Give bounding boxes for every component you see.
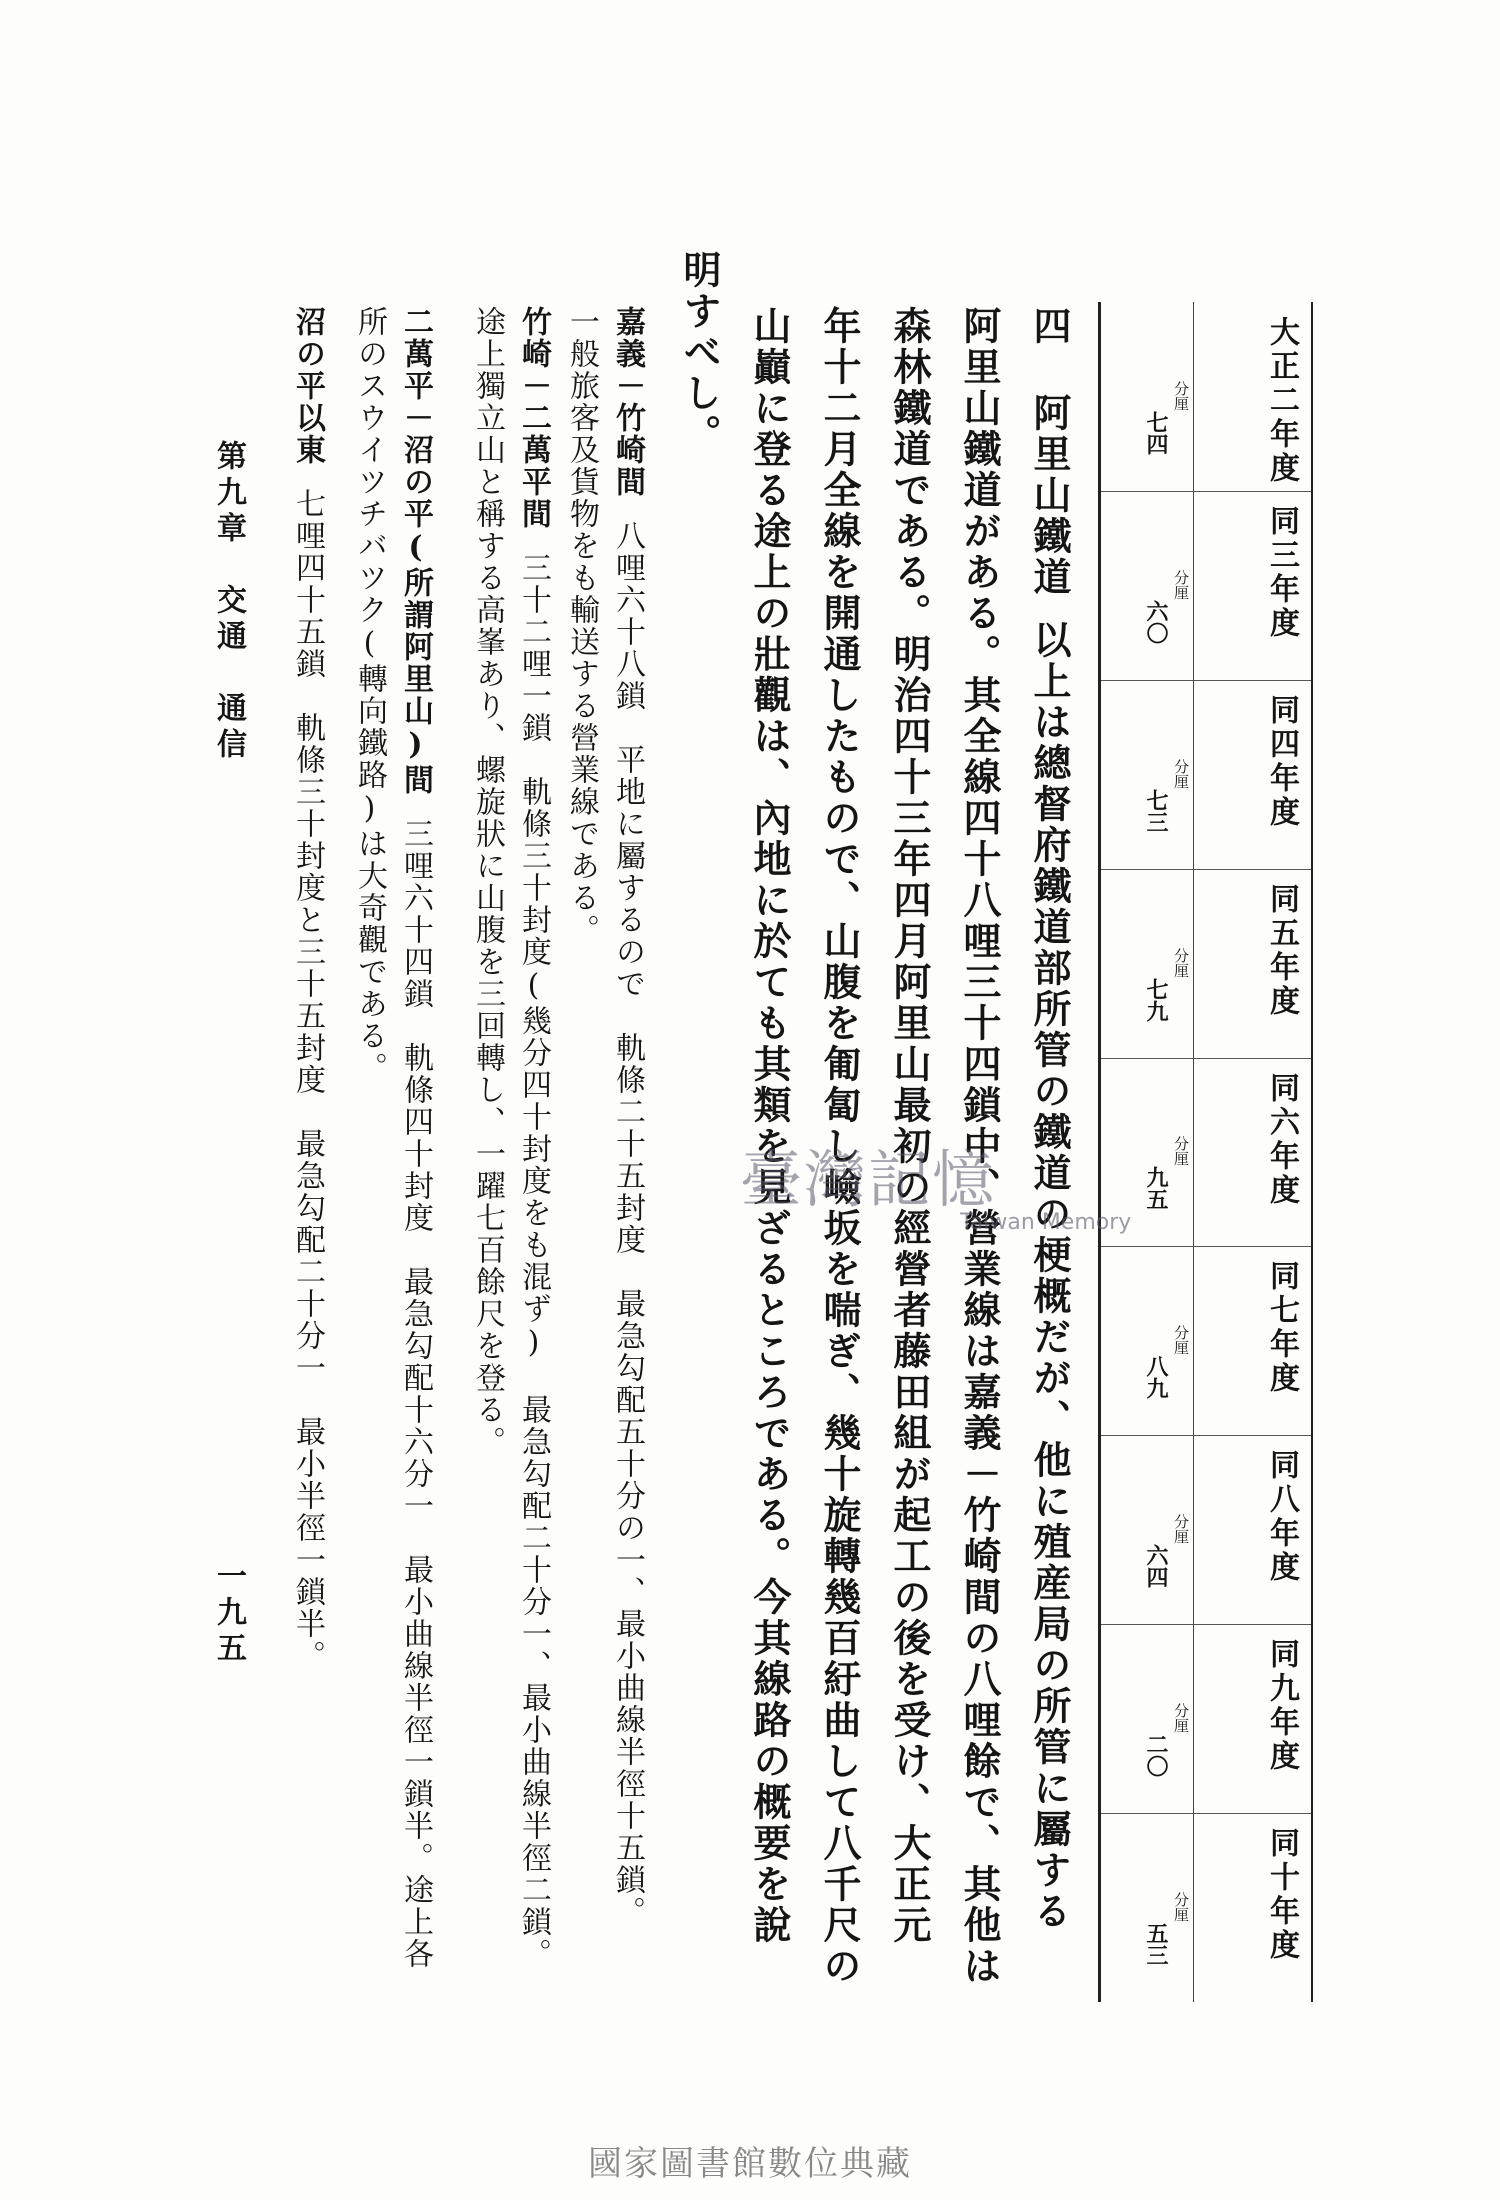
table-year-header: 同五年度 bbox=[1264, 882, 1299, 1019]
table-value: 九五 bbox=[1143, 1166, 1169, 1211]
table-year-header: 同七年度 bbox=[1264, 1260, 1299, 1397]
subsection-1-line-2 bbox=[564, 306, 599, 946]
subsection-1-text-1: 八哩六十八鎖 平地に屬するので 軌條二十五封度 最急勾配五十分の一、最小曲線半徑十五鎖。 bbox=[610, 520, 645, 1928]
section-line-text-1: 以上は總督府鐵道部所管の鐵道の梗概だが、他に殖産局の所管に屬する bbox=[1027, 620, 1072, 1932]
table-value: 六〇 bbox=[1143, 599, 1169, 644]
subsection-4-line-1 bbox=[290, 306, 325, 1672]
table-column-separator bbox=[1101, 1058, 1311, 1059]
subsection-4-name: 沼の平以東 bbox=[290, 306, 325, 466]
section-line-text-3: 森林鐵道である。明治四十三年四月阿里山最初の經營者藤田組が起工の後を受け、大正元 bbox=[887, 306, 932, 1946]
table-value: 七四 bbox=[1143, 410, 1169, 455]
table-value: 八九 bbox=[1143, 1355, 1169, 1400]
data-table bbox=[1098, 302, 1313, 2002]
table-column-separator bbox=[1101, 1246, 1311, 1247]
chapter-running-head: 第九章 交通 通信 bbox=[211, 440, 246, 764]
table-column bbox=[1101, 302, 1311, 491]
table-unit-label: 分厘 bbox=[1172, 1136, 1190, 1167]
subsection-3-line-2 bbox=[352, 306, 387, 1084]
subsection-2-text-1: 三十二哩一鎖 軌條三十封度(幾分四十封度をも混ず) 最急勾配二十分一、最小曲線半徑二鎖。 bbox=[516, 552, 551, 1970]
section-line-6 bbox=[677, 250, 722, 455]
table-year-header: 同九年度 bbox=[1264, 1638, 1299, 1775]
subsection-3-text-2: 所のスウイツチバツク(轉向鐵路)は大奇觀である。 bbox=[352, 306, 387, 1084]
subsection-1-text-2: 一般旅客及貨物をも輸送する營業線である。 bbox=[564, 306, 599, 946]
table-column-separator bbox=[1101, 1813, 1311, 1814]
table-value: 七三 bbox=[1143, 788, 1169, 833]
section-line-3 bbox=[887, 306, 932, 1946]
subsection-2-line-1 bbox=[516, 306, 551, 1970]
section-title: 阿里山鐵道 bbox=[1027, 393, 1072, 598]
table-column bbox=[1101, 1435, 1311, 1624]
table-header-divider bbox=[1193, 302, 1194, 2002]
table-column bbox=[1101, 869, 1311, 1058]
table-year-header: 同十年度 bbox=[1264, 1827, 1299, 1964]
table-column bbox=[1101, 491, 1311, 680]
table-unit-label: 分厘 bbox=[1172, 758, 1190, 789]
table-unit-label: 分厘 bbox=[1172, 1325, 1190, 1356]
table-year-header: 大正二年度 bbox=[1264, 316, 1299, 486]
watermark: 臺灣記憶 bbox=[740, 1143, 997, 1216]
section-line-5 bbox=[747, 306, 792, 1946]
table-column bbox=[1101, 1246, 1311, 1435]
subsection-3-name: 二萬平－沼の平(所謂阿里山)間 bbox=[398, 306, 433, 796]
watermark-sub: Taiwan Memory bbox=[960, 1210, 1132, 1235]
table-year-header: 同三年度 bbox=[1264, 504, 1299, 641]
section-line-1 bbox=[1027, 306, 1072, 1932]
section-number: 四 bbox=[1027, 306, 1072, 347]
section-line-text-2: 阿里山鐵道がある。其全線四十八哩三十四鎖中、營業線は嘉義－竹崎間の八哩餘で、其他は bbox=[957, 306, 1002, 1987]
subsection-1-line-1 bbox=[610, 306, 645, 1928]
table-column bbox=[1101, 1813, 1311, 2002]
table-unit-label: 分厘 bbox=[1172, 380, 1190, 411]
table-unit-label: 分厘 bbox=[1172, 947, 1190, 978]
subsection-2-name: 竹崎－二萬平間 bbox=[516, 306, 551, 530]
page-number: 一九五 bbox=[211, 1560, 246, 1668]
subsection-2-line-2 bbox=[470, 306, 505, 1458]
table-column bbox=[1101, 680, 1311, 869]
library-credit: 國家圖書館數位典藏 bbox=[588, 2144, 912, 2184]
table-unit-label: 分厘 bbox=[1172, 569, 1190, 600]
subsection-1-name: 嘉義－竹崎間 bbox=[610, 306, 645, 498]
table-column-separator bbox=[1101, 1624, 1311, 1625]
table-year-header: 同四年度 bbox=[1264, 693, 1299, 830]
table-column-separator bbox=[1101, 491, 1311, 492]
table-value: 七九 bbox=[1143, 977, 1169, 1022]
table-value: 二〇 bbox=[1143, 1733, 1169, 1778]
table-unit-label: 分厘 bbox=[1172, 1514, 1190, 1545]
table-column-separator bbox=[1101, 869, 1311, 870]
section-line-text-4: 年十二月全線を開通したもので、山腹を匍匐し嶮坂を喘ぎ、幾十旋轉幾百紆曲して八千尺の bbox=[817, 306, 862, 1987]
table-column bbox=[1101, 1624, 1311, 1813]
table-value: 五三 bbox=[1143, 1921, 1169, 1966]
table-column-separator bbox=[1101, 1435, 1311, 1436]
section-line-text-6: 明すべし。 bbox=[677, 250, 722, 455]
section-line-text-5: 山巓に登る途上の壯觀は、內地に於ても其類を見ざるところである。今其線路の概要を說 bbox=[747, 306, 792, 1946]
table-column bbox=[1101, 1058, 1311, 1247]
table-year-header: 同八年度 bbox=[1264, 1449, 1299, 1586]
table-year-header: 同六年度 bbox=[1264, 1071, 1299, 1208]
table-value: 六四 bbox=[1143, 1544, 1169, 1589]
subsection-3-line-1 bbox=[398, 306, 433, 1970]
subsection-4-text-1: 七哩四十五鎖 軌條三十封度と三十五封度 最急勾配二十分一 最小半徑一鎖半。 bbox=[290, 488, 325, 1672]
table-unit-label: 分厘 bbox=[1172, 1891, 1190, 1922]
subsection-2-text-2: 途上獨立山と稱する高峯あり、螺旋狀に山腹を三回轉し、一躍七百餘尺を登る。 bbox=[470, 306, 505, 1458]
table-column-separator bbox=[1101, 680, 1311, 681]
table-unit-label: 分厘 bbox=[1172, 1703, 1190, 1734]
subsection-3-text-1: 三哩六十四鎖 軌條四十封度 最急勾配十六分一 最小曲線半徑一鎖半。途上各 bbox=[398, 818, 433, 1970]
